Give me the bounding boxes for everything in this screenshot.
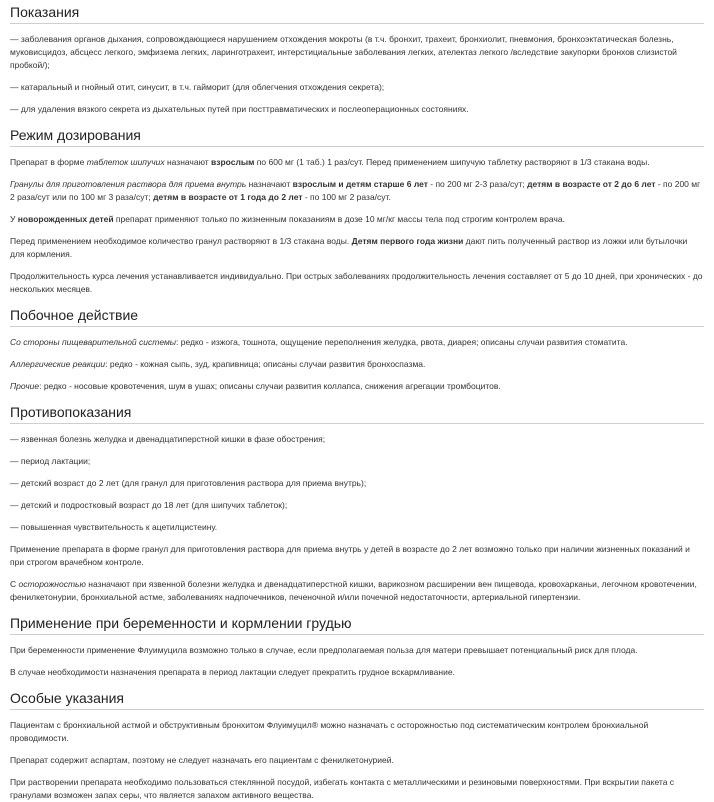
text-run: - по 200 мг 2-3 раза/сут; xyxy=(427,179,528,189)
text-run: При растворении препарата необходимо пользоваться стеклянной посудой, избегать контакта с металлическими и резиновыми поверхностями. При вскрытии пакета с гранулами возможен запах серы, что является запахом активного вещества. xyxy=(10,777,675,800)
paragraph xyxy=(10,81,704,94)
paragraph xyxy=(10,776,704,802)
paragraph xyxy=(10,33,704,72)
paragraph xyxy=(10,754,704,767)
text-run: — детский и подростковый возраст до 18 лет (для шипучих таблеток); xyxy=(10,500,288,510)
text-run: Применение препарата в форме гранул для приготовления раствора для приема внутрь у детей в возрасте до 2 лет возможно только при наличии жизненных показаний и при строгом врачебном контроле. xyxy=(10,544,690,567)
text-run: детям в возрасте от 1 года до 2 лет xyxy=(153,192,303,202)
text-run: Перед применением необходимое количество гранул растворяют в 1/3 стакана воды. xyxy=(10,236,352,246)
text-run: по 600 мг (1 таб.) 1 раз/сут. Перед применением шипучую таблетку растворяют в 1/3 стакана воды. xyxy=(254,157,650,167)
text-run: При беременности применение Флуимуцила возможно только в случае, если предполагаемая польза для матери превышает потенциальный риск для плода. xyxy=(10,645,638,655)
text-run: таблеток шипучих xyxy=(86,157,165,167)
paragraph xyxy=(10,235,704,261)
text-run: У xyxy=(10,214,18,224)
text-run: взрослым xyxy=(211,157,255,167)
text-run: Препарат содержит аспартам, поэтому не следует назначать его пациентам с фенилкетонурией. xyxy=(10,755,394,765)
paragraph xyxy=(10,156,704,169)
section-title: Особые указания xyxy=(10,687,704,710)
text-run: — для удаления вязкого секрета из дыхательных путей при посттравматических и послеоперационных состояниях. xyxy=(10,104,469,114)
text-run: назначают xyxy=(246,179,293,189)
paragraph xyxy=(10,521,704,534)
text-run: : редко - кожная сыпь, зуд, крапивница; описаны случаи развития бронхоспазма. xyxy=(105,359,426,369)
text-run: В случае необходимости назначения препарата в период лактации следует прекратить грудное вскармливание. xyxy=(10,667,455,677)
paragraph xyxy=(10,336,704,349)
paragraph xyxy=(10,666,704,679)
text-run: Препарат в форме xyxy=(10,157,87,167)
text-run: С xyxy=(10,579,19,589)
section xyxy=(10,0,704,116)
section-title: Противопоказания xyxy=(10,401,704,424)
text-run: : редко - изжога, тошнота, ощущение переполнения желудка, рвота, диарея; описаны случаи развития стоматита. xyxy=(176,337,628,347)
paragraph xyxy=(10,477,704,490)
text-run: новорожденных детей xyxy=(17,214,114,224)
text-run: : редко - носовые кровотечения, шум в ушах; описаны случаи развития коллапса, снижения агрегации тромбоцитов. xyxy=(39,381,501,391)
section-title: Применение при беременности и кормлении грудью xyxy=(10,612,704,635)
text-run: — детский возраст до 2 лет (для гранул для приготовления раствора для приема внутрь); xyxy=(10,478,367,488)
text-run: взрослым и детям старше 6 лет xyxy=(292,179,428,189)
text-run: назначают при язвенной болезни желудка и двенадцатиперстной кишки, варикозном расширении вен пищевода, кровохарканьи, легочном кровотечении, фенилкетонурии, бронхиальной астме, заболеваниях надпочечников, печеночной и/или почечной недостаточности, артериальной гипертензии. xyxy=(10,579,697,602)
section xyxy=(10,687,704,802)
paragraph xyxy=(10,213,704,226)
section-title: Показания xyxy=(10,0,704,24)
paragraph xyxy=(10,499,704,512)
text-run: Прочие xyxy=(10,381,40,391)
text-run: дают пить полученный раствор из ложки или бутылочки для кормления. xyxy=(10,236,688,259)
paragraph xyxy=(10,433,704,446)
text-run: — период лактации; xyxy=(10,456,91,466)
text-run: Аллергические реакции xyxy=(10,359,106,369)
paragraph xyxy=(10,178,704,204)
text-run: препарат применяют только по жизненным показаниям в дозе 10 мг/кг массы тела под строгим контролем врача. xyxy=(113,214,565,224)
section xyxy=(10,612,704,679)
paragraph xyxy=(10,380,704,393)
text-run: — заболевания органов дыхания, сопровождающиеся нарушением отхождения мокроты (в т.ч. бронхит, трахеит, бронхиолит, пневмония, бронхоэктатическая болезнь, муковисцидоз, абсцесс легкого, эмфизема легких, ларинготрахеит, интерстициальные заболевания легких, ателектаз легкого /вследствие закупорки бронхов слизистой пробкой/); xyxy=(10,34,677,70)
text-run: назначают xyxy=(164,157,212,167)
paragraph xyxy=(10,719,704,745)
section xyxy=(10,124,704,296)
text-run: - по 200 мг 2 раза/сут или по 100 мг 3 раза/сут; xyxy=(10,179,701,202)
text-run: — язвенная болезнь желудка и двенадцатиперстной кишки в фазе обострения; xyxy=(10,434,326,444)
text-run: — катаральный и гнойный отит, синусит, в т.ч. гайморит (для облегчения отхождения секрета); xyxy=(10,82,385,92)
text-run: Пациентам с бронхиальной астмой и обструктивным бронхитом Флуимуцил® можно назначать с осторожностью под систематическим контролем бронхиальной проводимости. xyxy=(10,720,649,743)
text-run: Продолжительность курса лечения устанавливается индивидуально. При острых заболеваниях продолжительность лечения составляет от 5 до 10 дней, при хронических - до нескольких месяцев. xyxy=(10,271,703,294)
paragraph xyxy=(10,358,704,371)
paragraph xyxy=(10,543,704,569)
text-run: Детям первого года жизни xyxy=(351,236,464,246)
paragraph xyxy=(10,578,704,604)
paragraph xyxy=(10,644,704,657)
text-run: Со стороны пищеварительной системы xyxy=(10,337,177,347)
paragraph xyxy=(10,103,704,116)
text-run: - по 100 мг 2 раза/сут. xyxy=(302,192,391,202)
text-run: осторожностью xyxy=(18,579,86,589)
section xyxy=(10,401,704,604)
paragraph xyxy=(10,455,704,468)
section-title: Режим дозирования xyxy=(10,124,704,147)
section-title: Побочное действие xyxy=(10,304,704,327)
section xyxy=(10,304,704,393)
paragraph xyxy=(10,270,704,296)
text-run: детям в возрасте от 2 до 6 лет xyxy=(527,179,656,189)
text-run: Гранулы для приготовления раствора для приема внутрь xyxy=(10,179,247,189)
text-run: — повышенная чувствительность к ацетилцистеину. xyxy=(10,522,218,532)
